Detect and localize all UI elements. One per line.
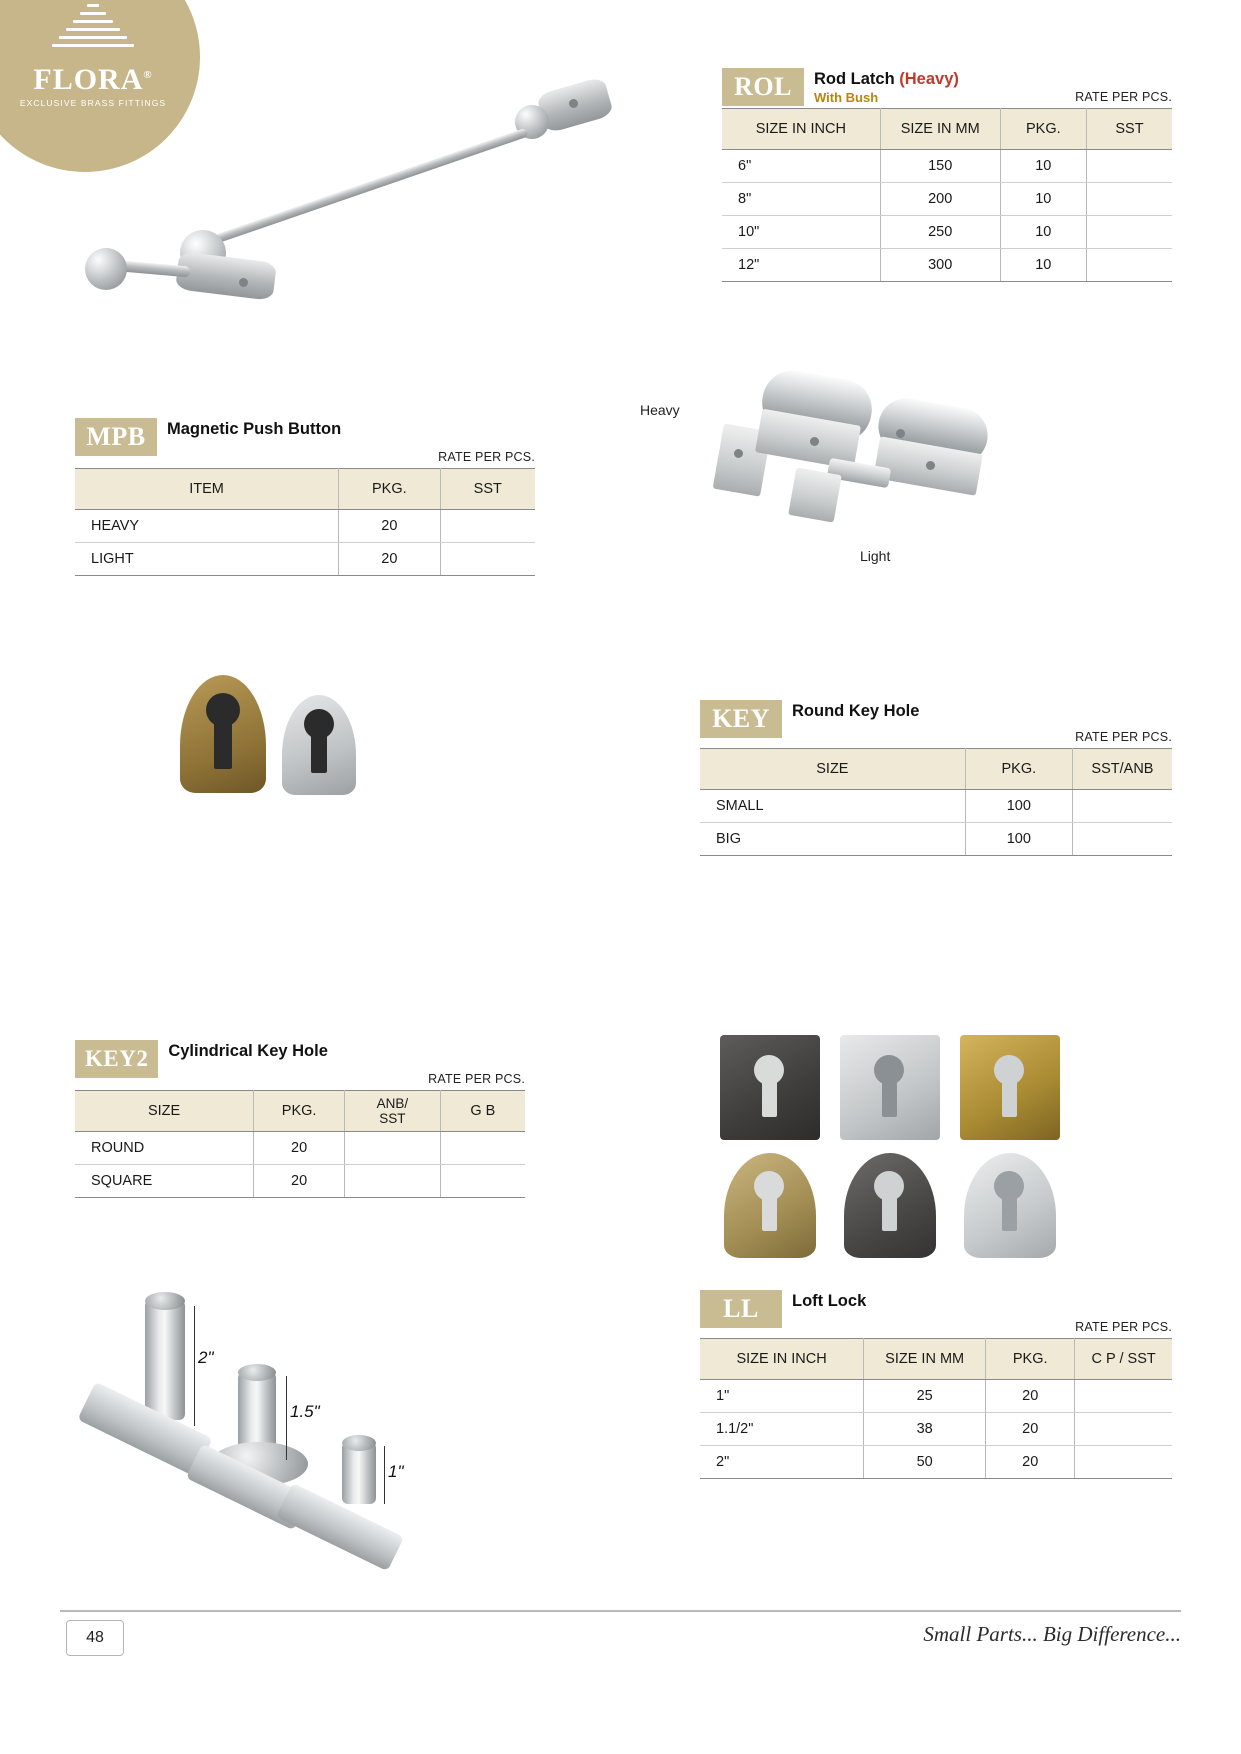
cell-size-inch: 1" (700, 1380, 864, 1413)
ll-table (700, 1338, 1172, 1479)
col-pkg: PKG. (965, 749, 1072, 790)
cell-gb (440, 1132, 525, 1165)
brand-tagline: EXCLUSIVE BRASS FITTINGS (19, 98, 167, 108)
cell-sst (1086, 249, 1172, 282)
cyl-top-1in (342, 1435, 376, 1451)
col-item: ITEM (75, 469, 339, 510)
rod-latch-handle-ball (85, 248, 127, 290)
registered-mark: ® (143, 69, 153, 81)
cell-anb-sst (345, 1165, 441, 1198)
cell-anb-sst (345, 1132, 441, 1165)
table-header-row (75, 1091, 525, 1132)
mpb-heavy-hole-1 (734, 449, 743, 458)
key-hole-rect-steel-slot (882, 1079, 897, 1117)
section-cylindrical-key-hole (75, 1040, 525, 1198)
col-anb-sst-line2: SST (379, 1111, 406, 1126)
key-hole-rect-brass-slot (1002, 1079, 1017, 1117)
magnetic-push-button-image (700, 365, 1100, 585)
table-row (722, 249, 1172, 282)
col-pkg: PKG. (986, 1339, 1075, 1380)
mpb-title: Magnetic Push Button (167, 420, 342, 438)
cell-item: HEAVY (75, 510, 339, 543)
cell-sst (1086, 216, 1172, 249)
col-size-mm: SIZE IN MM (864, 1339, 986, 1380)
key2-code-badge: KEY2 (75, 1040, 158, 1078)
cell-pkg: 20 (339, 510, 440, 543)
rod-latch-bar (214, 128, 529, 244)
cell-pkg: 100 (965, 790, 1072, 823)
mpb-title-wrap (167, 418, 341, 439)
cell-size-inch: 1.1/2" (700, 1413, 864, 1446)
brand-name-text: FLORA (33, 63, 144, 96)
key-hole-rect-brass (960, 1035, 1060, 1140)
rod-latch-title-main: Rod Latch (814, 70, 895, 88)
rod-latch-table (722, 108, 1172, 282)
table-row (700, 823, 1172, 856)
dim-line-1in (384, 1446, 385, 1504)
col-sst-anb: SST/ANB (1072, 749, 1172, 790)
rod-latch-title-accent: (Heavy) (899, 70, 959, 88)
key2-rate-label: RATE PER PCS. (428, 1072, 525, 1086)
cell-size-mm: 300 (880, 249, 1000, 282)
cell-size-mm: 25 (864, 1380, 986, 1413)
cyl-top-2in (145, 1292, 185, 1310)
dim-label-1in: 1" (388, 1462, 404, 1481)
section-rod-latch (722, 68, 1172, 282)
footer-divider (60, 1610, 1181, 1612)
cylindrical-key-hole-photo (70, 1290, 500, 1590)
col-cp-sst: C P / SST (1075, 1339, 1172, 1380)
mpb-rate-label: RATE PER PCS. (438, 450, 535, 464)
table-row (722, 183, 1172, 216)
col-sst: SST (440, 469, 535, 510)
cyl-tube-2in (145, 1300, 185, 1420)
key-table (700, 748, 1172, 856)
rod-latch-title (814, 70, 959, 89)
table-row (700, 1446, 1172, 1479)
table-header-row (722, 109, 1172, 150)
cell-size-mm: 250 (880, 216, 1000, 249)
cell-pkg: 20 (254, 1165, 345, 1198)
mpb-table (75, 468, 535, 576)
cylindrical-key-hole-image-grid (720, 1035, 1140, 1245)
mpb-light-hole-2 (896, 429, 905, 438)
key-code-badge: KEY (700, 700, 782, 738)
page-number: 48 (66, 1620, 124, 1656)
cell-cp-sst (1075, 1380, 1172, 1413)
dim-line-15in (286, 1376, 287, 1460)
rod-latch-subtitle: With Bush (814, 90, 879, 105)
col-size-mm: SIZE IN MM (880, 109, 1000, 150)
dim-label-2in: 2" (198, 1348, 214, 1367)
cell-pkg: 20 (254, 1132, 345, 1165)
key-rate-label: RATE PER PCS. (1075, 730, 1172, 744)
table-row (75, 510, 535, 543)
col-pkg: PKG. (254, 1091, 345, 1132)
section-loft-lock (700, 1290, 1172, 1479)
cell-sst (440, 543, 535, 576)
ll-title: Loft Lock (792, 1292, 867, 1310)
rod-latch-top-hole (569, 99, 578, 108)
table-row (722, 150, 1172, 183)
table-row (75, 1165, 525, 1198)
col-size-inch: SIZE IN INCH (700, 1339, 864, 1380)
cell-sst-anb (1072, 823, 1172, 856)
logo-pyramid-icon (47, 0, 139, 58)
key2-title: Cylindrical Key Hole (168, 1042, 328, 1060)
key-hole-steel-slot (311, 735, 327, 773)
round-key-hole-image (180, 665, 380, 815)
cell-size-mm: 38 (864, 1413, 986, 1446)
cell-size-inch: 12" (722, 249, 880, 282)
cell-pkg: 20 (986, 1446, 1075, 1479)
col-size: SIZE (700, 749, 965, 790)
rod-latch-code-badge: ROL (722, 68, 804, 106)
table-header-row (700, 749, 1172, 790)
section-round-key-hole (700, 700, 1172, 856)
key-title: Round Key Hole (792, 702, 920, 720)
table-row (75, 543, 535, 576)
ll-title-wrap (792, 1290, 866, 1311)
cell-pkg: 10 (1000, 249, 1086, 282)
key-title-wrap (792, 700, 919, 721)
cell-pkg: 10 (1000, 150, 1086, 183)
mpb-heavy-hole-2 (810, 437, 819, 446)
cell-size-mm: 200 (880, 183, 1000, 216)
table-row (722, 216, 1172, 249)
key-hole-brass (180, 675, 266, 793)
cell-pkg: 100 (965, 823, 1072, 856)
cell-sst (1086, 183, 1172, 216)
cyl-top-15in (238, 1364, 276, 1381)
cell-size-inch: 8" (722, 183, 880, 216)
cell-cp-sst (1075, 1446, 1172, 1479)
cell-size-mm: 150 (880, 150, 1000, 183)
ll-code-badge: LL (700, 1290, 782, 1328)
key-hole-brass-circle (206, 693, 240, 727)
footer-tagline: Small Parts... Big Difference... (923, 1622, 1181, 1646)
cyl-tube-1in (342, 1442, 376, 1504)
key-hole-brass-slot (214, 723, 232, 769)
cell-pkg: 20 (986, 1380, 1075, 1413)
col-pkg: PKG. (339, 469, 440, 510)
mpb-light-plate (788, 467, 842, 522)
key-hole-round-steel (964, 1153, 1056, 1258)
cell-size: SQUARE (75, 1165, 254, 1198)
cell-item: LIGHT (75, 543, 339, 576)
cell-size: BIG (700, 823, 965, 856)
cell-pkg: 10 (1000, 216, 1086, 249)
cell-pkg: 20 (986, 1413, 1075, 1446)
cell-cp-sst (1075, 1413, 1172, 1446)
key-hole-round-dark-slot (882, 1195, 897, 1231)
dim-line-2in (194, 1306, 195, 1426)
col-size-inch: SIZE IN INCH (722, 109, 880, 150)
cell-size-inch: 6" (722, 150, 880, 183)
cell-sst (440, 510, 535, 543)
cell-sst-anb (1072, 790, 1172, 823)
table-row (700, 1413, 1172, 1446)
section-magnetic-push-button (75, 418, 535, 576)
table-header-row (75, 469, 535, 510)
cell-size: SMALL (700, 790, 965, 823)
cell-gb (440, 1165, 525, 1198)
key-hole-rect-dark-slot (762, 1079, 777, 1117)
cell-size-inch: 2" (700, 1446, 864, 1479)
col-gb: G B (440, 1091, 525, 1132)
table-header-row (700, 1339, 1172, 1380)
key-hole-rect-dark (720, 1035, 820, 1140)
ll-rate-label: RATE PER PCS. (1075, 1320, 1172, 1334)
key-hole-steel (282, 695, 356, 795)
col-sst: SST (1086, 109, 1172, 150)
table-row (700, 1380, 1172, 1413)
mpb-heavy-caption: Heavy (640, 402, 680, 418)
col-pkg: PKG. (1000, 109, 1086, 150)
rod-latch-rate-label: RATE PER PCS. (1075, 90, 1172, 104)
key-hole-round-antique-slot (762, 1195, 777, 1231)
cell-size: ROUND (75, 1132, 254, 1165)
cell-size-mm: 50 (864, 1446, 986, 1479)
rod-latch-base-plate (175, 251, 277, 301)
key-hole-round-antique (724, 1153, 816, 1258)
cell-sst (1086, 150, 1172, 183)
key2-table (75, 1090, 525, 1198)
mpb-light-hole-1 (926, 461, 935, 470)
cell-pkg: 20 (339, 543, 440, 576)
cell-pkg: 10 (1000, 183, 1086, 216)
mpb-light-caption: Light (860, 548, 891, 564)
col-size: SIZE (75, 1091, 254, 1132)
col-anb-sst-line1: ANB/ (376, 1096, 409, 1111)
rod-latch-title-wrap (814, 68, 959, 105)
table-row (700, 790, 1172, 823)
dim-label-15in: 1.5" (290, 1402, 320, 1421)
rod-latch-base-hole (239, 278, 248, 287)
key-hole-rect-steel (840, 1035, 940, 1140)
key2-title-wrap (168, 1040, 328, 1061)
col-anb-sst (345, 1091, 441, 1132)
mpb-code-badge: MPB (75, 418, 157, 456)
cell-size-inch: 10" (722, 216, 880, 249)
key-hole-round-steel-slot (1002, 1195, 1017, 1231)
key-hole-round-dark (844, 1153, 936, 1258)
table-row (75, 1132, 525, 1165)
rod-latch-image (85, 85, 605, 325)
